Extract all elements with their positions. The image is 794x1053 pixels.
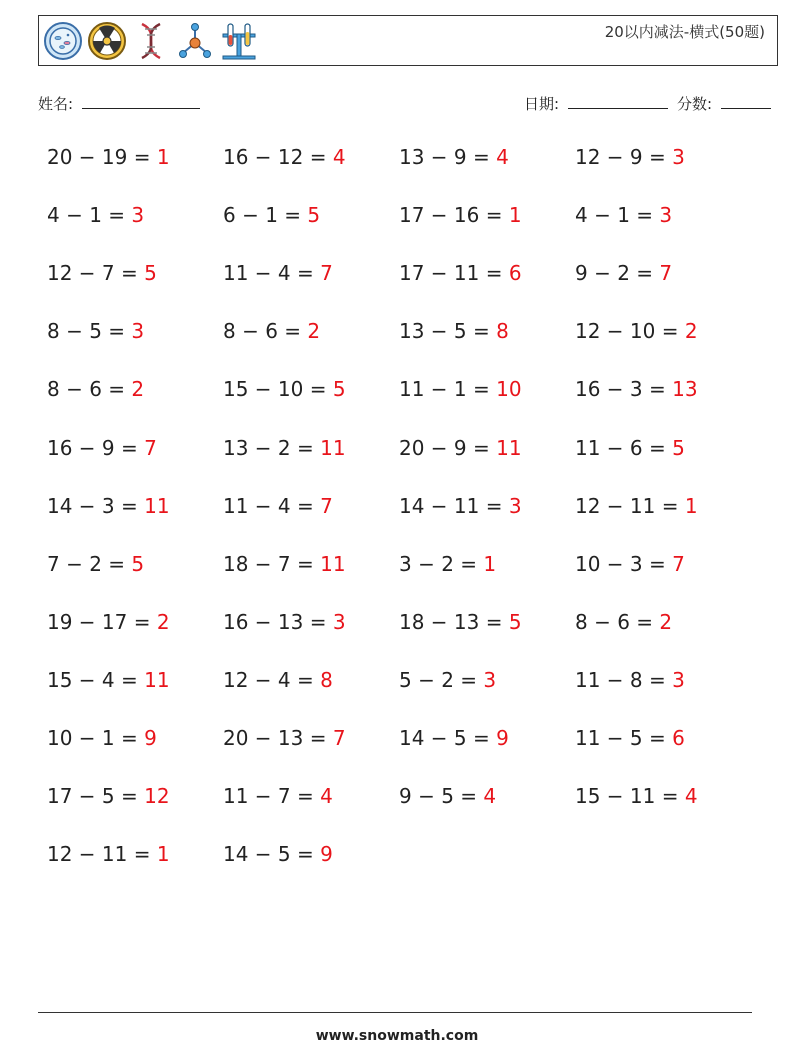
radiation-icon bbox=[87, 20, 127, 62]
problem-item bbox=[223, 436, 346, 460]
problem-answer: 4 bbox=[684, 784, 698, 809]
problem-expression: 13 − 9 = bbox=[399, 145, 497, 169]
footer-url: www.snowmath.com bbox=[315, 1028, 479, 1044]
problem-answer: 8 bbox=[320, 667, 333, 692]
problem-expression: 3 − 2 = bbox=[399, 551, 484, 576]
problem-expression: 8 − 6 = bbox=[47, 377, 132, 402]
problem-expression: 11 − 8 = bbox=[575, 667, 673, 692]
name-blank bbox=[82, 95, 200, 109]
problem-item bbox=[399, 726, 509, 750]
problem-answer: 5 bbox=[144, 261, 157, 286]
test-tube-rack-icon bbox=[219, 20, 259, 62]
problem-answer: 7 bbox=[332, 726, 346, 750]
problem-answer: 11 bbox=[320, 551, 346, 576]
problem-expression: 14 − 5 = bbox=[399, 726, 497, 750]
problem-item bbox=[399, 668, 496, 692]
problem-answer: 7 bbox=[672, 551, 685, 576]
problem-answer: 11 bbox=[320, 435, 346, 460]
problem-expression: 8 − 6 = bbox=[223, 319, 308, 344]
problem-answer: 2 bbox=[684, 319, 698, 344]
problem-item bbox=[223, 668, 333, 692]
problem-item bbox=[47, 726, 157, 750]
problem-expression: 12 − 7 = bbox=[47, 261, 145, 286]
problem-answer: 3 bbox=[672, 667, 685, 692]
problem-expression: 11 − 1 = bbox=[399, 377, 497, 402]
problem-item bbox=[575, 145, 685, 169]
problem-item bbox=[399, 552, 496, 576]
problem-answer: 5 bbox=[131, 551, 145, 576]
problem-answer: 3 bbox=[672, 145, 685, 169]
problem-answer: 3 bbox=[131, 319, 145, 344]
problem-answer: 2 bbox=[156, 609, 170, 634]
problem-answer: 4 bbox=[332, 145, 346, 169]
problem-item bbox=[47, 784, 170, 808]
problem-item bbox=[223, 145, 346, 169]
problem-answer: 5 bbox=[332, 377, 346, 402]
problem-item bbox=[575, 261, 672, 285]
problem-item bbox=[575, 494, 698, 518]
problem-answer: 5 bbox=[672, 435, 685, 460]
problem-expression: 6 − 1 = bbox=[223, 203, 308, 228]
problem-answer: 11 bbox=[144, 667, 170, 692]
problem-item bbox=[47, 436, 157, 460]
problem-answer: 7 bbox=[320, 493, 333, 518]
problem-expression: 17 − 11 = bbox=[399, 261, 509, 286]
problem-item bbox=[575, 203, 672, 227]
problem-expression: 8 − 6 = bbox=[575, 609, 660, 634]
problem-item bbox=[47, 319, 144, 343]
petri-dish-icon bbox=[43, 20, 83, 62]
problem-item bbox=[47, 145, 170, 169]
problem-item bbox=[575, 436, 685, 460]
problem-item bbox=[223, 319, 320, 343]
problem-expression: 12 − 11 = bbox=[575, 493, 685, 518]
problem-expression: 17 − 16 = bbox=[399, 203, 509, 228]
problem-item bbox=[47, 552, 144, 576]
problem-expression: 18 − 13 = bbox=[399, 609, 509, 634]
problem-expression: 5 − 2 = bbox=[399, 667, 484, 692]
problem-answer: 4 bbox=[496, 145, 509, 169]
problem-expression: 17 − 5 = bbox=[47, 784, 145, 809]
problem-expression: 4 − 1 = bbox=[47, 203, 132, 228]
problem-answer: 3 bbox=[659, 203, 673, 228]
problem-item bbox=[47, 261, 157, 285]
worksheet-header bbox=[38, 15, 778, 66]
problem-item bbox=[575, 377, 698, 401]
worksheet-title: 20以内减法-横式(50题) bbox=[604, 23, 765, 41]
problem-expression: 20 − 9 = bbox=[399, 435, 497, 460]
problem-answer: 1 bbox=[508, 203, 522, 228]
problem-expression: 12 − 4 = bbox=[223, 667, 321, 692]
problem-expression: 15 − 10 = bbox=[223, 377, 333, 402]
date-field bbox=[524, 93, 668, 114]
problem-answer: 6 bbox=[672, 726, 685, 750]
footer-divider bbox=[38, 1012, 752, 1013]
problem-item bbox=[575, 552, 685, 576]
problem-answer: 2 bbox=[659, 609, 673, 634]
problem-item bbox=[223, 784, 333, 808]
problem-item bbox=[399, 261, 522, 285]
problem-item bbox=[399, 203, 522, 227]
score-field bbox=[677, 93, 771, 114]
problem-expression: 16 − 9 = bbox=[47, 435, 145, 460]
problem-item bbox=[575, 319, 698, 343]
problem-answer: 7 bbox=[144, 435, 157, 460]
problem-expression: 11 − 5 = bbox=[575, 726, 673, 750]
problem-item bbox=[399, 610, 522, 634]
problem-expression: 10 − 1 = bbox=[47, 726, 145, 750]
problem-answer: 1 bbox=[483, 551, 497, 576]
problem-expression: 19 − 17 = bbox=[47, 609, 157, 634]
problem-item bbox=[399, 377, 522, 401]
score-blank bbox=[721, 95, 771, 109]
problem-item bbox=[399, 436, 522, 460]
problem-item bbox=[223, 494, 333, 518]
problem-item bbox=[575, 668, 685, 692]
problem-answer: 6 bbox=[508, 261, 522, 286]
problem-answer: 7 bbox=[659, 261, 673, 286]
problem-answer: 3 bbox=[332, 609, 346, 634]
name-label: 姓名: bbox=[38, 95, 74, 113]
problem-expression: 16 − 13 = bbox=[223, 609, 333, 634]
problem-expression: 15 − 11 = bbox=[575, 784, 685, 809]
problem-expression: 9 − 2 = bbox=[575, 261, 660, 286]
molecule-icon bbox=[175, 20, 215, 62]
problem-expression: 14 − 3 = bbox=[47, 493, 145, 518]
problem-answer: 2 bbox=[307, 319, 321, 344]
problem-answer: 5 bbox=[307, 203, 321, 228]
problem-expression: 20 − 13 = bbox=[223, 726, 333, 750]
problem-expression: 13 − 5 = bbox=[399, 319, 497, 344]
problem-answer: 4 bbox=[483, 784, 497, 809]
problem-answer: 3 bbox=[508, 493, 522, 518]
problem-expression: 12 − 11 = bbox=[47, 842, 157, 867]
problem-answer: 9 bbox=[496, 726, 509, 750]
dna-icon bbox=[131, 20, 171, 62]
problem-answer: 2 bbox=[131, 377, 145, 402]
problem-item bbox=[399, 145, 509, 169]
problem-item bbox=[47, 842, 170, 866]
problem-expression: 14 − 5 = bbox=[223, 842, 321, 867]
problem-expression: 16 − 12 = bbox=[223, 145, 333, 169]
problem-expression: 18 − 7 = bbox=[223, 551, 321, 576]
score-label: 分数: bbox=[677, 95, 713, 113]
problem-item bbox=[399, 319, 509, 343]
problem-expression: 12 − 10 = bbox=[575, 319, 685, 344]
problem-answer: 3 bbox=[131, 203, 145, 228]
problem-expression: 10 − 3 = bbox=[575, 551, 673, 576]
problem-answer: 11 bbox=[496, 435, 522, 460]
problem-expression: 4 − 1 = bbox=[575, 203, 660, 228]
problem-item bbox=[223, 261, 333, 285]
problem-item bbox=[47, 610, 170, 634]
problem-item bbox=[399, 784, 496, 808]
problem-answer: 8 bbox=[496, 319, 509, 344]
problem-expression: 8 − 5 = bbox=[47, 319, 132, 344]
date-label: 日期: bbox=[524, 95, 560, 113]
problem-answer: 1 bbox=[156, 145, 170, 169]
date-blank bbox=[568, 95, 668, 109]
problem-expression: 16 − 3 = bbox=[575, 377, 673, 402]
header-icons bbox=[43, 20, 263, 62]
problem-expression: 9 − 5 = bbox=[399, 784, 484, 809]
problem-item bbox=[575, 784, 698, 808]
problem-answer: 3 bbox=[483, 667, 497, 692]
problem-answer: 10 bbox=[496, 377, 522, 402]
problem-expression: 12 − 9 = bbox=[575, 145, 673, 169]
problem-item bbox=[47, 668, 170, 692]
problem-expression: 11 − 7 = bbox=[223, 784, 321, 809]
problem-expression: 11 − 4 = bbox=[223, 261, 321, 286]
problem-item bbox=[223, 726, 346, 750]
problem-expression: 15 − 4 = bbox=[47, 667, 145, 692]
problem-item bbox=[575, 726, 685, 750]
problem-expression: 20 − 19 = bbox=[47, 145, 157, 169]
problem-expression: 11 − 6 = bbox=[575, 435, 673, 460]
problem-item bbox=[47, 494, 170, 518]
problem-answer: 9 bbox=[144, 726, 157, 750]
problem-item bbox=[223, 377, 346, 401]
problem-answer: 12 bbox=[144, 784, 170, 809]
problem-item bbox=[575, 610, 672, 634]
problem-item bbox=[223, 552, 346, 576]
problem-expression: 7 − 2 = bbox=[47, 551, 132, 576]
problem-expression: 14 − 11 = bbox=[399, 493, 509, 518]
problem-answer: 7 bbox=[320, 261, 333, 286]
problem-item bbox=[223, 842, 333, 866]
problem-answer: 1 bbox=[684, 493, 698, 518]
problem-answer: 9 bbox=[320, 842, 333, 867]
problem-answer: 4 bbox=[320, 784, 333, 809]
problem-answer: 13 bbox=[672, 377, 698, 402]
problem-item bbox=[47, 377, 144, 401]
problem-answer: 1 bbox=[156, 842, 170, 867]
problem-expression: 13 − 2 = bbox=[223, 435, 321, 460]
problem-expression: 11 − 4 = bbox=[223, 493, 321, 518]
problem-item bbox=[47, 203, 144, 227]
problem-item bbox=[223, 610, 346, 634]
problem-answer: 11 bbox=[144, 493, 170, 518]
problem-answer: 5 bbox=[508, 609, 522, 634]
problem-item bbox=[399, 494, 522, 518]
problem-item bbox=[223, 203, 320, 227]
name-field bbox=[38, 93, 200, 114]
